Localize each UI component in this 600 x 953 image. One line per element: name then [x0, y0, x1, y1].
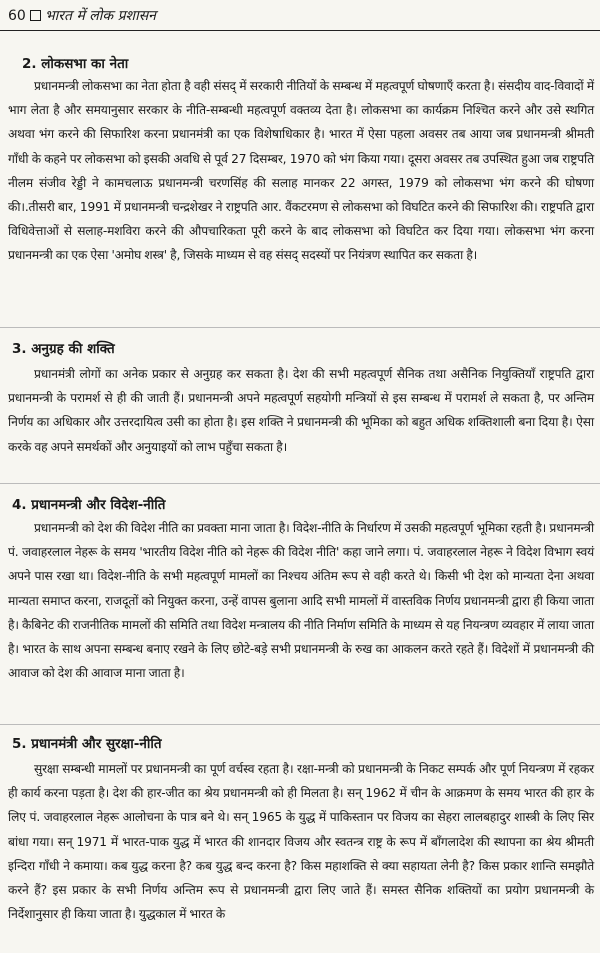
section-heading-5: 5. प्रधानमंत्री और सुरक्षा-नीति	[12, 736, 162, 752]
square-bullet-icon	[30, 10, 41, 21]
section-heading-2: 2. लोकसभा का नेता	[22, 56, 129, 72]
section-divider	[0, 483, 600, 484]
page-header	[8, 6, 156, 25]
section-paragraph-2: प्रधानमन्त्री लोकसभा का नेता होता है वही संसद् में सरकारी नीतियों के सम्बन्ध में महत्वपूर्ण घोषणाएँ करता है। संसदीय वाद-विवादों में भाग लेता है और समयानुसार सरकार के नीति-सम्बन्धी महत्वपूर्ण वक्तव्य देता है। लोकसभा का कार्यक्रम निश्चित करने और उसे स्थगित अथवा भंग करने की सिफारिश करना प्रधानमंत्री का एक विशेषाधिकार है। भारत में ऐसा पहला अवसर तब आया जब प्रधानमन्त्री श्रीमती गाँधी के कहने पर लोकसभा को इसकी अवधि से पूर्व 27 दिसम्बर, 1970 को भंग किया गया। दूसरा अवसर तब उपस्थित हुआ जब राष्ट्रपति नीलम संजीव रेड्डी ने कामचलाऊ प्रधानमन्त्री चरणसिंह की सलाह मानकर 22 अगस्त, 1979 को लोकसभा भंग करने की घोषणा की।.तीसरी बार, 1991 में प्रधानमन्त्री चन्द्रशेखर ने राष्ट्रपति आर. वैंकटरमण से लोकसभा को विघटित करने की सिफारिश की। राष्ट्रपति द्वारा विधिवेत्ताओं से सलाह-मशविरा करने की औपचारिकता पूरी करने के बाद लोकसभा को विघटित कर दिया गया। लोकसभा भंग करना प्रधानमन्त्री का एक ऐसा 'अमोघ शस्त्र' है, जिसके माध्यम से वह संसद् सदस्यों पर नियंत्रण स्थापित कर सकता है।	[8, 79, 594, 263]
section-heading-3: 3. अनुग्रह की शक्ति	[12, 341, 115, 357]
header-rule	[0, 30, 600, 31]
section-divider	[0, 327, 600, 328]
section-paragraph-4: प्रधानमन्त्री को देश की विदेश नीति का प्रवक्ता माना जाता है। विदेश-नीति के निर्धारण में उसकी महत्वपूर्ण भूमिका रहती है। प्रधानमन्त्री पं. जवाहरलाल नेहरू के समय 'भारतीय विदेश नीति को नेहरू की विदेश नीति' कहा जाने लगा। पं. जवाहरलाल नेहरू ने विदेश विभाग स्वयं अपने पास रखा था। विदेश-नीति के सभी महत्वपूर्ण मामलों का निश्चय अंतिम रूप से वही करते थे। किसी भी देश को मान्यता देना अथवा मान्यता समाप्त करना, राजदूतों को नियुक्त करना, उन्हें वापस बुलाना आदि सभी मामलों में वास्तविक निर्णय प्रधानमन्त्री द्वारा ही किया जाता है। कैबिनेट की राजनीतिक मामलों की समिति तथा विदेश मन्त्रालय की नीति निर्माण समिति के माध्यम से यह नियन्त्रण व्यवहार में लाया जाता है। भारत के साथ अपना सम्बन्ध बनाए रखने के लिए छोटे-बड़े सभी प्रधानमन्त्री के रुख का आकलन करते रहते हैं। विदेशों में प्रधानमन्त्री की आवाज को देश की आवाज माना जाता है।	[8, 521, 594, 681]
section-paragraph-3: प्रधानमंत्री लोगों का अनेक प्रकार से अनुग्रह कर सकता है। देश की सभी महत्वपूर्ण सैनिक तथा असैनिक नियुक्तियाँ राष्ट्रपति द्वारा प्रधानमन्त्री के परामर्श से ही की जाती हैं। प्रधानमन्त्री अपने महत्वपूर्ण सहयोगी मन्त्रियों से इस सम्बन्ध में परामर्श ले सकता है, पर अन्तिम निर्णय का अधिकार और उत्तरदायित्व उसी का होता है। इस शक्ति ने प्रधानमन्त्री की भूमिका को बहुत अधिक शक्तिशाली बना दिया है। ऐसा करके वह अपने समर्थकों और अनुयाइयों को लाभ पहुँचा सकता है।	[8, 367, 594, 454]
section-divider	[0, 724, 600, 725]
book-title: भारत में लोक प्रशासन	[44, 8, 156, 24]
section-paragraph-5: सुरक्षा सम्बन्धी मामलों पर प्रधानमन्त्री का पूर्ण वर्चस्व रहता है। रक्षा-मन्त्री को प्रधानमन्त्री के निकट सम्पर्क और पूर्ण नियन्त्रण में रहकर ही कार्य करना पड़ता है। देश की हार-जीत का श्रेय प्रधानमन्त्री को ही मिलता है। सन् 1962 में चीन के आक्रमण के समय भारत की हार के लिए पं. जवाहरलाल नेहरू आलोचना के पात्र बने थे। सन् 1965 के युद्ध में पाकिस्तान पर विजय का सेहरा लालबहादुर शास्त्री के लिए सिर बांधा गया। सन् 1971 में भारत-पाक युद्ध में भारत की शानदार विजय और स्वतन्त्र राष्ट्र के रूप में बाँगलादेश की स्थापना का श्रेय श्रीमती इन्दिरा गाँधी ने कमाया। कब युद्ध करना है? कब युद्ध बन्द करना है? किस महाशक्ति से क्या सहायता लेनी है? किस प्रकार शान्ति समझौते करने हैं? इस प्रकार के सभी निर्णय अन्तिम रूप से प्रधानमन्त्री द्वारा लिए जाते हैं। समस्त सैनिक शक्तियों का प्रयोग प्रधानमन्त्री के निर्देशानुसार ही किया जाता है। युद्धकाल में भारत के	[8, 762, 594, 922]
page-number: 60	[8, 7, 26, 24]
section-heading-4: 4. प्रधानमन्त्री और विदेश-नीति	[12, 497, 166, 513]
